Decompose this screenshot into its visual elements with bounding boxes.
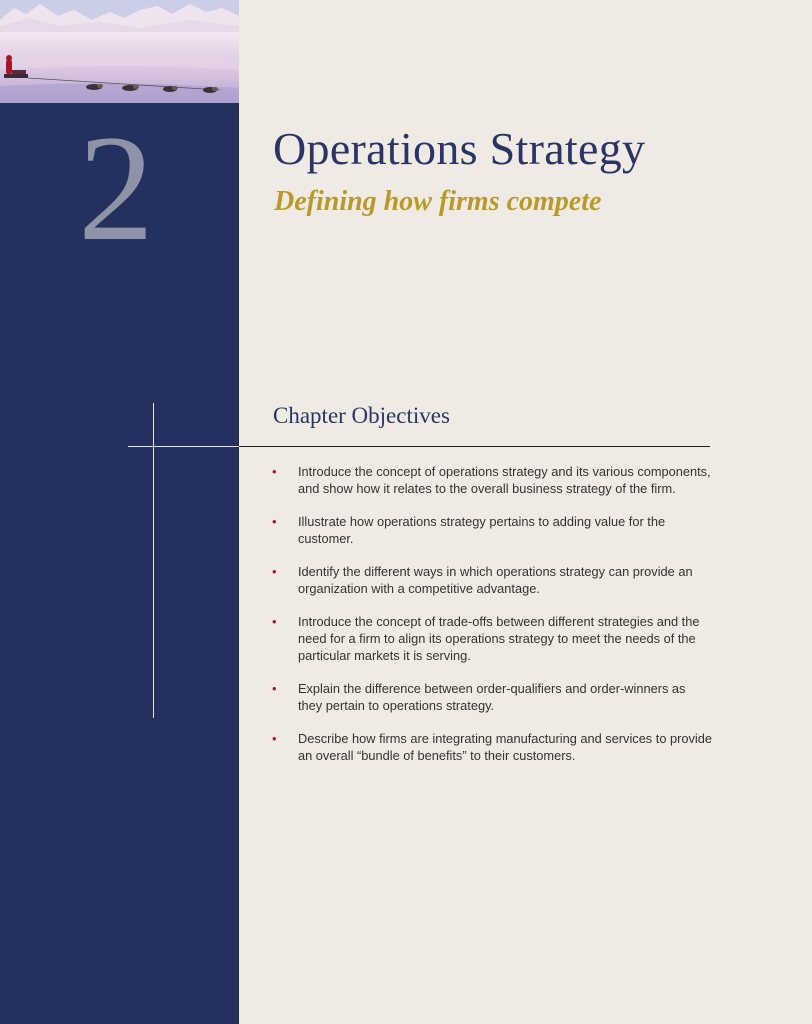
objective-text: Explain the difference between order-qualifiers and order-winners as they pertain to operations strategy. [298,681,686,713]
objective-text: Introduce the concept of trade-offs between different strategies and the need for a firm to align its operations strategy to meet the needs of the particular markets it is serving. [298,614,700,663]
list-item [272,730,712,764]
objectives-heading: Chapter Objectives [273,403,450,428]
list-item [272,680,712,714]
bullet-icon: • [272,464,277,479]
chapter-subtitle: Defining how firms compete [274,186,602,217]
bullet-icon: • [272,614,277,629]
bullet-icon: • [272,731,277,746]
objective-text: Illustrate how operations strategy pertains to adding value for the customer. [298,514,666,546]
bullet-icon: • [272,564,277,579]
bullet-icon: • [272,514,277,529]
objectives-divider-rule [239,446,710,447]
musher-figure [6,55,12,74]
dog-sled-snow-landscape-photo [0,0,239,103]
list-item [272,563,712,597]
list-item [272,463,712,497]
objectives-list [272,463,712,780]
objective-text: Identify the different ways in which operations strategy can provide an organization with a competitive advantage. [298,564,693,596]
chapter-title: Operations Strategy [273,123,646,174]
bullet-icon: • [272,681,277,696]
objective-text: Describe how firms are integrating manufacturing and services to provide an overall “bundle of benefits” to their customers. [298,731,712,763]
crosshair-horizontal-rule [128,446,239,447]
objective-text: Introduce the concept of operations strategy and its various components, and show how it relates to the overall business strategy of the firm. [298,464,711,496]
crosshair-vertical-rule [153,403,154,718]
chapter-number: 2 [78,104,154,272]
list-item [272,613,712,664]
list-item [272,513,712,547]
